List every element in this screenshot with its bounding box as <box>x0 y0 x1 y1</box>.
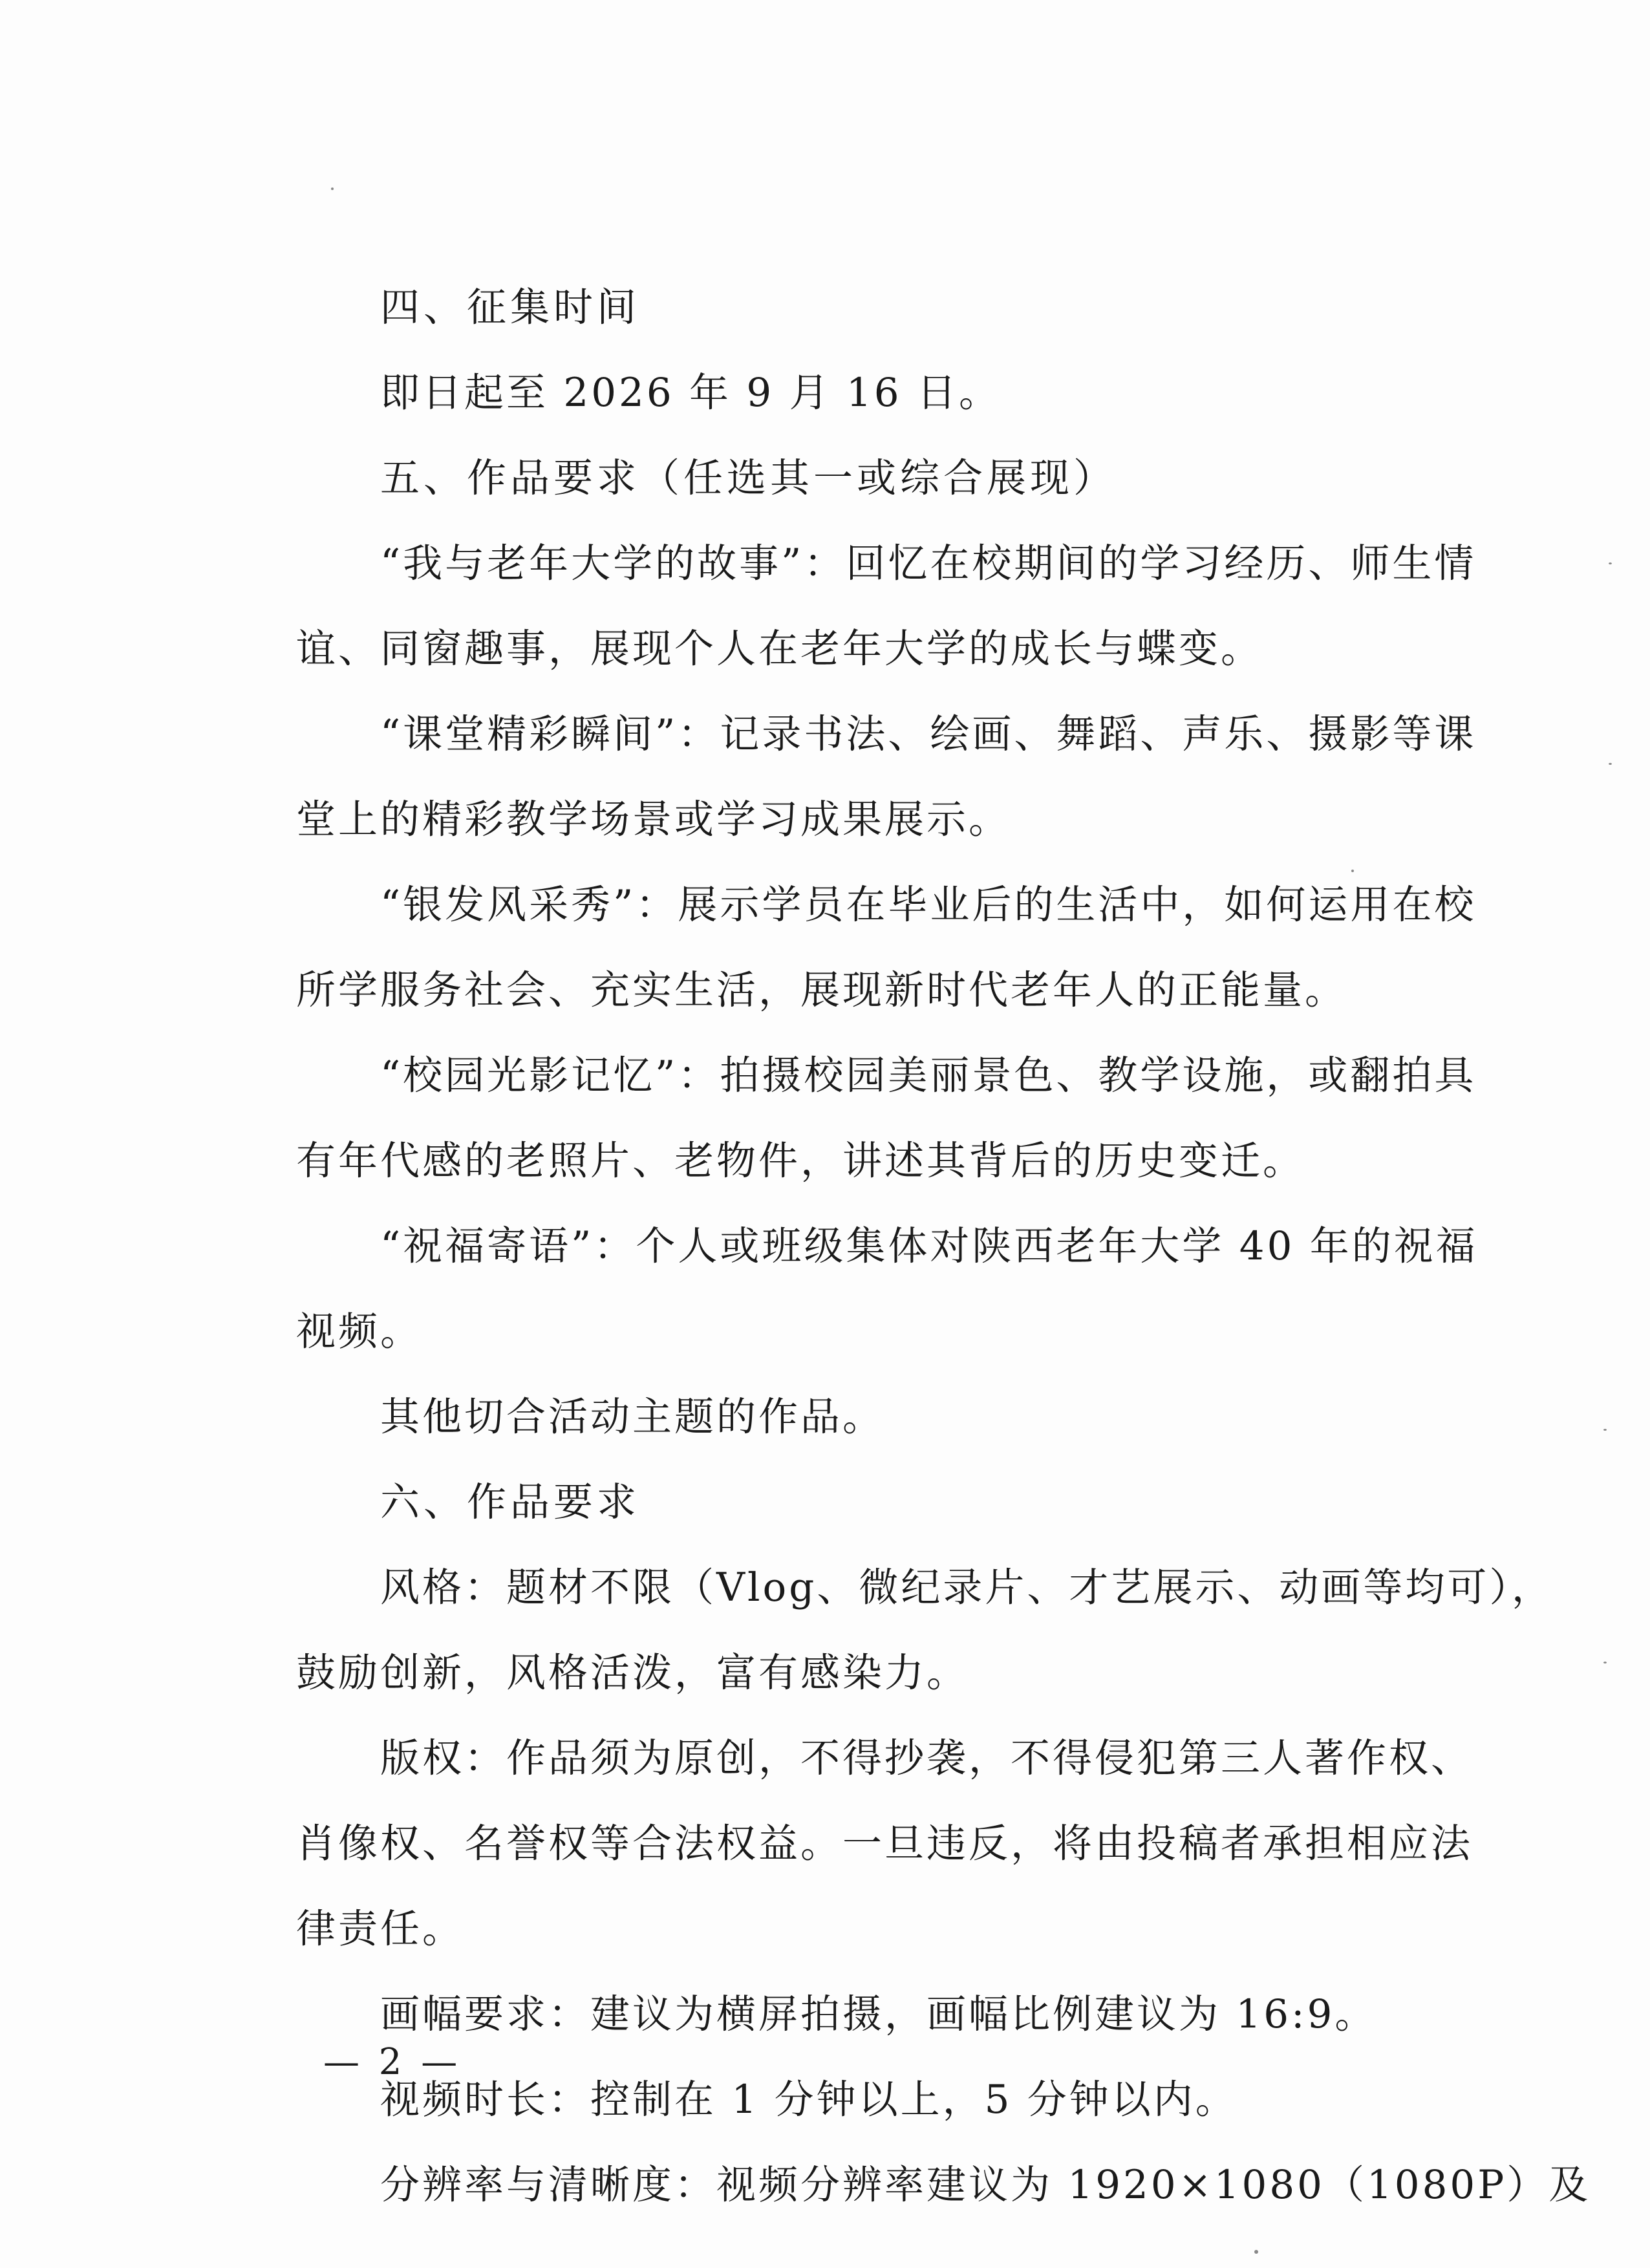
scan-speck <box>1603 1662 1607 1664</box>
resolution-paragraph: 分辨率与清晰度：视频分辨率建议为 1920×1080（1080P）及 <box>380 2162 1591 2208</box>
paragraph-line: 谊、同窗趣事，展现个人在老年大学的成长与蝶变。 <box>296 626 1263 672</box>
section-5-other: 其他切合活动主题的作品。 <box>380 1394 885 1440</box>
section-5-item <box>296 1033 1484 1204</box>
paragraph-line: “课堂精彩瞬间”：记录书法、绘画、舞蹈、声乐、摄影等课 <box>380 711 1477 757</box>
section-4-heading: 四、征集时间 <box>380 284 641 330</box>
duration-paragraph: 视频时长：控制在 1 分钟以上，5 分钟以内。 <box>380 2077 1238 2123</box>
paragraph-line: 版权：作品须为原创，不得抄袭，不得侵犯第三人著作权、 <box>380 1735 1473 1781</box>
paragraph-line: 肖像权、名誉权等合法权益。一旦违反，将由投稿者承担相应法 <box>296 1821 1473 1867</box>
paragraph-line: 视频。 <box>296 1309 423 1354</box>
scan-speck <box>1609 562 1612 564</box>
section-6-heading: 六、作品要求 <box>380 1479 641 1525</box>
style-paragraph <box>296 1545 1554 1716</box>
paragraph-line: 堂上的精彩教学场景或学习成果展示。 <box>296 797 1011 842</box>
paragraph-line: “银发风采秀”：展示学员在毕业后的生活中，如何运用在校 <box>380 882 1477 928</box>
document-body <box>296 265 1591 2228</box>
paragraph-line: 风格：题材不限（Vlog、微纪录片、才艺展示、动画等均可）， <box>380 1565 1554 1610</box>
page-number: — 2 — <box>323 2041 462 2083</box>
section-5-item <box>296 862 1484 1033</box>
scan-speck <box>1254 2250 1258 2254</box>
paragraph-line: “祝福寄语”：个人或班级集体对陕西老年大学 40 年的祝福 <box>380 1223 1478 1269</box>
section-5-heading: 五、作品要求（任选其一或综合展现） <box>380 455 1117 501</box>
section-4-text: 即日起至 2026 年 9 月 16 日。 <box>380 370 1002 416</box>
paragraph-line: 所学服务社会、充实生活，展现新时代老年人的正能量。 <box>296 967 1347 1013</box>
scan-speck <box>1603 1429 1607 1431</box>
section-5-item <box>296 521 1484 692</box>
paragraph-line: 有年代感的老照片、老物件，讲述其背后的历史变迁。 <box>296 1138 1305 1184</box>
section-5-item <box>296 692 1484 862</box>
scan-speck <box>1609 763 1612 765</box>
scan-speck <box>331 187 334 190</box>
paragraph-line: 鼓励创新，风格活泼，富有感染力。 <box>296 1650 969 1696</box>
section-5-item <box>296 1204 1484 1375</box>
paragraph-line: 律责任。 <box>296 1906 465 1952</box>
aspect-paragraph: 画幅要求：建议为横屏拍摄，画幅比例建议为 16:9。 <box>380 1991 1377 2037</box>
paragraph-line: “我与老年大学的故事”：回忆在校期间的学习经历、师生情 <box>380 540 1477 586</box>
paragraph-line: “校园光影记忆”：拍摄校园美丽景色、教学设施，或翻拍具 <box>380 1053 1477 1098</box>
copyright-paragraph <box>296 1716 1484 1972</box>
